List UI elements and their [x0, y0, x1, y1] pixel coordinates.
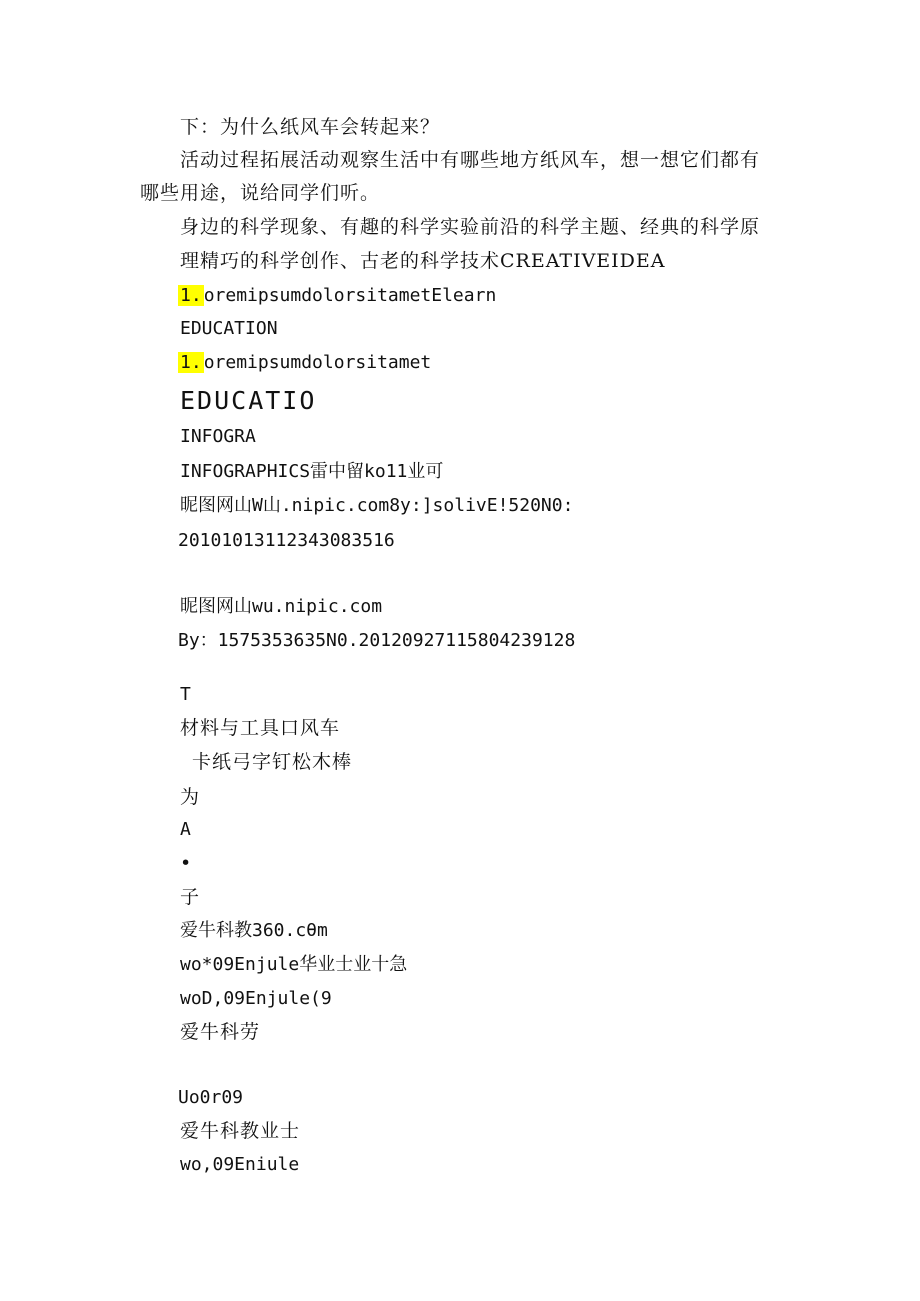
heading-line: EDUCATIO: [180, 386, 317, 415]
list-item-text: oremipsumdolorsitamet: [203, 352, 432, 373]
list-item-text: oremipsumdolorsitametElearn: [203, 285, 497, 306]
list-item: [178, 284, 496, 308]
text-line: wo*09Enjule华业士业十急: [180, 954, 408, 975]
list-item: [178, 351, 431, 375]
text-line: A: [180, 819, 191, 840]
highlighted-list-number: 1.: [180, 285, 202, 306]
text-line: wo,09Eniule: [180, 1154, 300, 1175]
text-line: 20101013112343083516: [178, 530, 395, 551]
text-line: By：1575353635N0.20120927115804239128: [178, 630, 576, 651]
text-line: 为: [180, 786, 201, 808]
text-line: 爱牛科教业士: [180, 1120, 301, 1142]
text-line: 理精巧的科学创作、古老的科学技术CREATIVEIDEA: [180, 250, 666, 272]
text-line: 下：为什么纸风车会转起来？: [180, 116, 441, 138]
text-line: 爱牛科劳: [180, 1021, 261, 1043]
text-line: 卡纸弓字钉松木棒: [192, 751, 353, 773]
text-line: 昵图网山W山.nipic.com8y:]solivE!520N0:: [180, 495, 574, 516]
text-line: 材料与工具口风车: [180, 717, 341, 739]
text-line: INFOGRA: [180, 426, 256, 447]
text-line: 爱牛科教360.cθm: [180, 920, 328, 941]
bullet-symbol: •: [180, 852, 193, 874]
highlighted-list-number: 1.: [180, 352, 202, 373]
text-line: 昵图网山wu.nipic.com: [180, 596, 383, 617]
text-line: 哪些用途，说给同学们听。: [140, 182, 381, 204]
text-line: 子: [180, 886, 201, 908]
text-line: 活动过程拓展活动观察生活中有哪些地方纸风车，想一想它们都有: [180, 149, 761, 171]
text-line: T: [180, 684, 191, 705]
text-line: Uo0r09: [178, 1087, 244, 1108]
text-line: EDUCATION: [180, 318, 278, 339]
text-line: INFOGRAPHICS雷中留ko11业可: [180, 461, 444, 482]
text-line: woD,09Enjule(9: [180, 988, 332, 1009]
text-line: 身边的科学现象、有趣的科学实验前沿的科学主题、经典的科学原: [180, 216, 761, 238]
